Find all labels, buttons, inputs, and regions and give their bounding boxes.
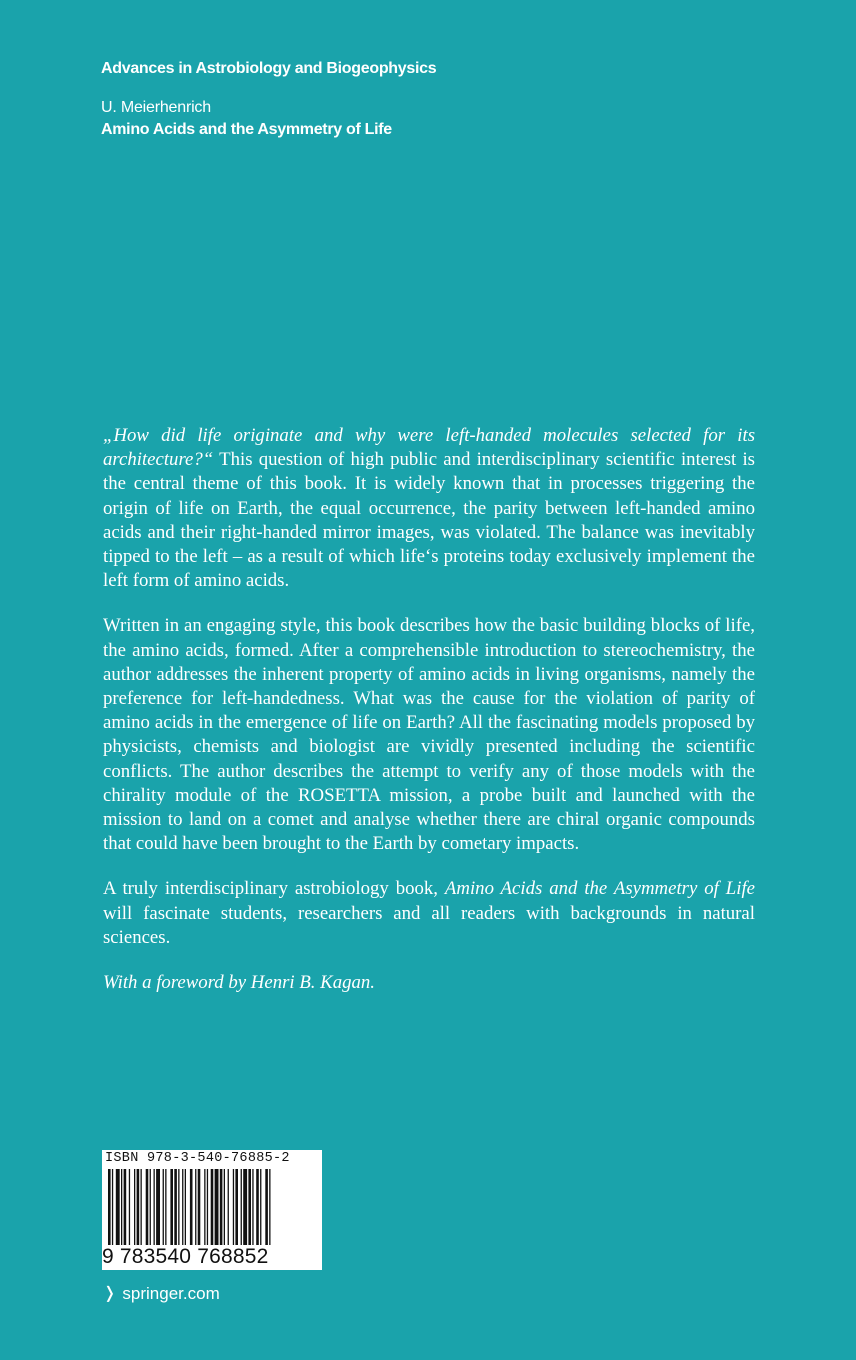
- barcode-bar: [165, 1169, 166, 1245]
- barcode-bar: [124, 1169, 127, 1245]
- barcode-bar: [269, 1169, 270, 1245]
- barcode-bar: [129, 1169, 130, 1245]
- foreword-note: [103, 971, 755, 995]
- blurb-quote: „How did life originate and why were left-handed molecules selected for its architecture?“: [103, 425, 755, 471]
- barcode-digits: 9 783540 768852: [102, 1245, 269, 1268]
- barcode-bar: [256, 1169, 259, 1245]
- chevron-right-icon: ❭: [103, 1285, 117, 1302]
- foreword-text: With a foreword by Henri B. Kagan.: [103, 972, 375, 994]
- barcode-bar: [154, 1169, 155, 1245]
- barcode-bar: [112, 1169, 113, 1245]
- isbn-barcode: [102, 1150, 322, 1270]
- barcode-bar: [211, 1169, 214, 1245]
- barcode-bar: [224, 1169, 225, 1245]
- barcode-bar: [215, 1169, 219, 1245]
- barcode-bar: [260, 1169, 261, 1245]
- blurb-paragraph-3: [103, 877, 755, 950]
- barcode-bar: [170, 1169, 173, 1245]
- publisher-website-label: springer.com: [122, 1284, 220, 1303]
- barcode-bar: [134, 1169, 135, 1245]
- barcode-bar: [137, 1169, 140, 1245]
- barcode-bar: [195, 1169, 196, 1245]
- barcode-bar: [174, 1169, 177, 1245]
- barcode-bar: [185, 1169, 186, 1245]
- barcode-bar: [207, 1169, 208, 1245]
- barcode-bar: [108, 1169, 111, 1245]
- barcode-bar: [204, 1169, 205, 1245]
- barcode-bar: [241, 1169, 242, 1245]
- barcode-bar: [156, 1169, 160, 1245]
- barcode-bar: [248, 1169, 251, 1245]
- barcode-bars: [106, 1169, 318, 1249]
- barcode-bar: [141, 1169, 142, 1245]
- barcode-bar: [121, 1169, 122, 1245]
- barcode-bar: [178, 1169, 179, 1245]
- isbn-label: ISBN 978-3-540-76885-2: [105, 1151, 290, 1166]
- blurb-paragraph-1: [103, 424, 755, 593]
- barcode-bar: [163, 1169, 164, 1245]
- barcode-bar: [252, 1169, 253, 1245]
- blurb-paragraph-1-text: This question of high public and interdisciplinary scientific interest is the central theme of this book. It is widely known that in processes triggering the origin of life on Earth, the equal occurrence, the parity between left-handed amino acids and their right-handed mirror images, was violated. The balance was inevitably tipped to the left – as a result of which life‘s proteins today exclusively implement the left form of amino acids.: [103, 449, 755, 592]
- back-cover-blurb: [103, 424, 755, 995]
- barcode-bar: [235, 1169, 238, 1245]
- barcode-bar: [116, 1169, 120, 1245]
- blurb-paragraph-2: Written in an engaging style, this book describes how the basic building blocks of life, the amino acids, formed. After a comprehensible introduction to stereochemistry, the author addresses the inherent property of amino acids in living organisms, namely the preference for left-handedness. What was the cause for the violation of parity of amino acids in the emergence of life on Earth? All the fascinating models proposed by physicists, chemists and biologist are vividly presented including the scientific conflicts. The author describes the attempt to verify any of those models with the chirality module of the ROSETTA mission, a probe built and launched with the mission to land on a comet and analyse whether there are chiral organic compounds that could have been brought to the Earth by cometary impacts.: [103, 615, 755, 855]
- barcode-bar: [220, 1169, 223, 1245]
- barcode-bar: [182, 1169, 183, 1245]
- blurb-paragraph-3-pre: A truly interdisciplinary astrobiology book,: [103, 878, 445, 900]
- blurb-book-title: Amino Acids and the Asymmetry of Life: [444, 878, 756, 900]
- barcode-bar: [265, 1169, 268, 1245]
- barcode-bar: [233, 1169, 234, 1245]
- barcode-bar: [243, 1169, 247, 1245]
- publisher-website[interactable]: [103, 1284, 220, 1304]
- barcode-bar: [146, 1169, 149, 1245]
- book-title: Amino Acids and the Asymmetry of Life: [101, 121, 392, 138]
- barcode-bar: [190, 1169, 193, 1245]
- barcode-bar: [150, 1169, 151, 1245]
- series-title: Advances in Astrobiology and Biogeophysics: [101, 60, 437, 77]
- author-name: U. Meierhenrich: [101, 99, 211, 116]
- blurb-paragraph-3-post: will fascinate students, researchers and all readers with backgrounds in natural sciences.: [103, 902, 755, 948]
- barcode-bar: [228, 1169, 229, 1245]
- barcode-bar: [198, 1169, 201, 1245]
- cover-header: [101, 60, 436, 139]
